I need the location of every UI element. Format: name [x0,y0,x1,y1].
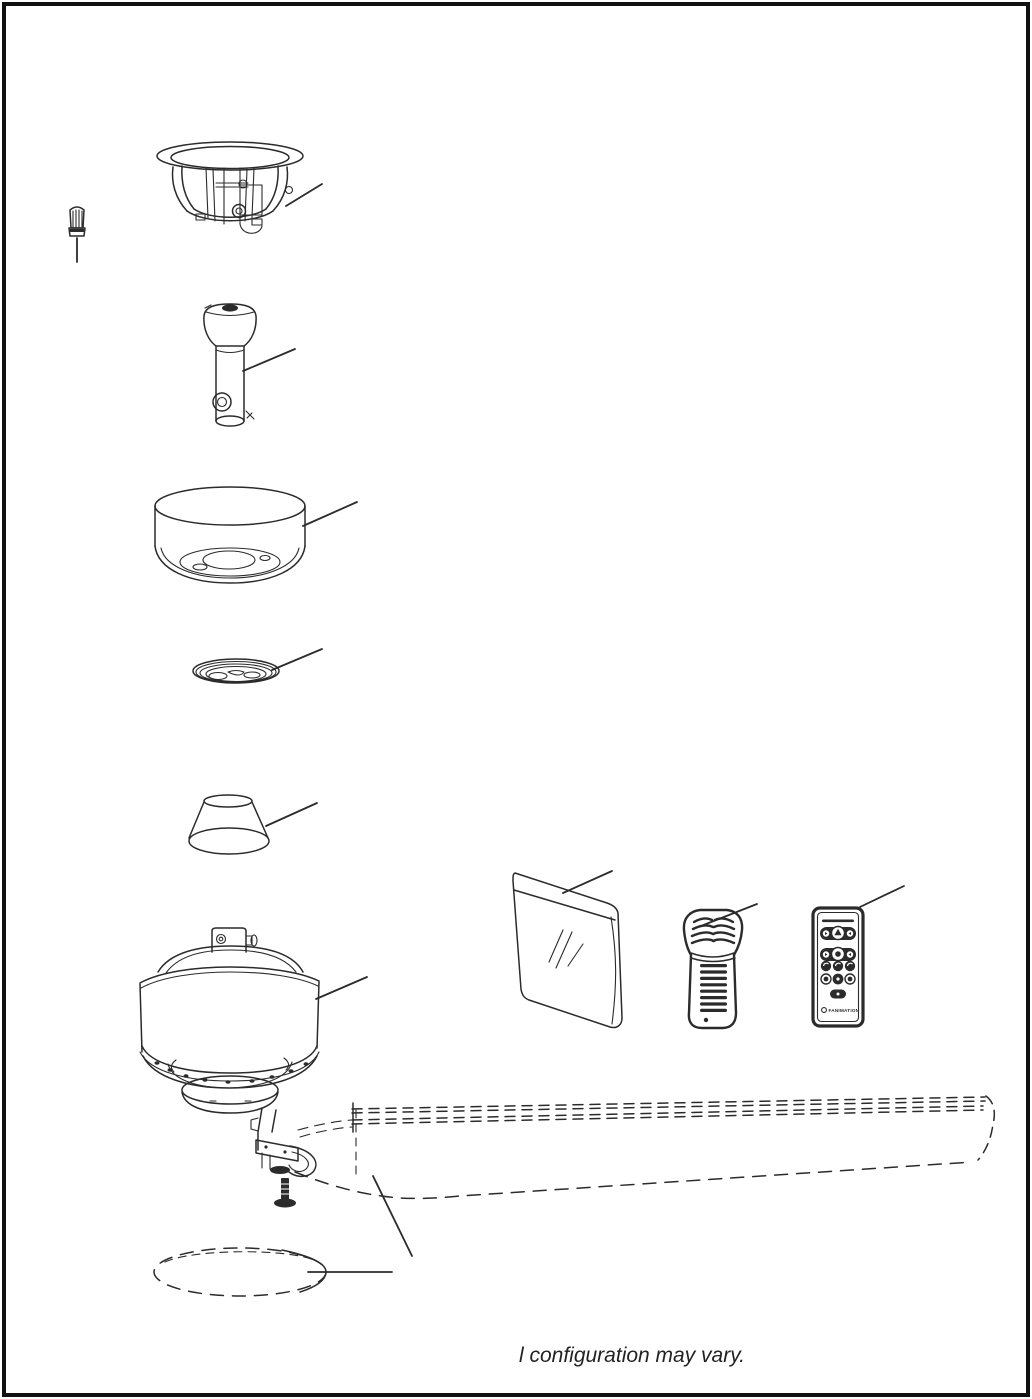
page-border [4,4,1028,1395]
remote-brand [822,1008,860,1013]
remote-mode-buttons [821,974,855,985]
canopy-icon [155,487,357,583]
handheld-remote-icon [813,886,904,1026]
coupling-cover-icon [189,795,317,854]
ceiling-plate-ring-icon [193,649,322,683]
remote-fan-cluster [820,927,856,941]
brand-logo-icon [822,1008,827,1013]
downrod-icon [204,304,295,426]
remote-slot [822,920,854,923]
blade-holder-icon [251,1108,316,1208]
ceiling-mounting-bracket-icon [157,142,322,233]
remote-function-button [830,990,846,999]
motor-housing-icon [140,928,367,1113]
caption-text: l configuration may vary. [518,1344,746,1367]
glass-light-cover-icon [513,871,622,1028]
brand-label: FANIMATION [828,1008,860,1013]
blade-screw-icon [274,1178,296,1208]
blade-underside-outline [154,1248,392,1296]
remote-receiver-icon [684,904,757,1028]
remote-light-cluster [820,948,856,962]
wire-nut-icon [69,207,85,262]
fan-blade-outline [295,1096,994,1256]
remote-speed-buttons [821,961,855,971]
receiver-vent-slats [700,964,727,1012]
